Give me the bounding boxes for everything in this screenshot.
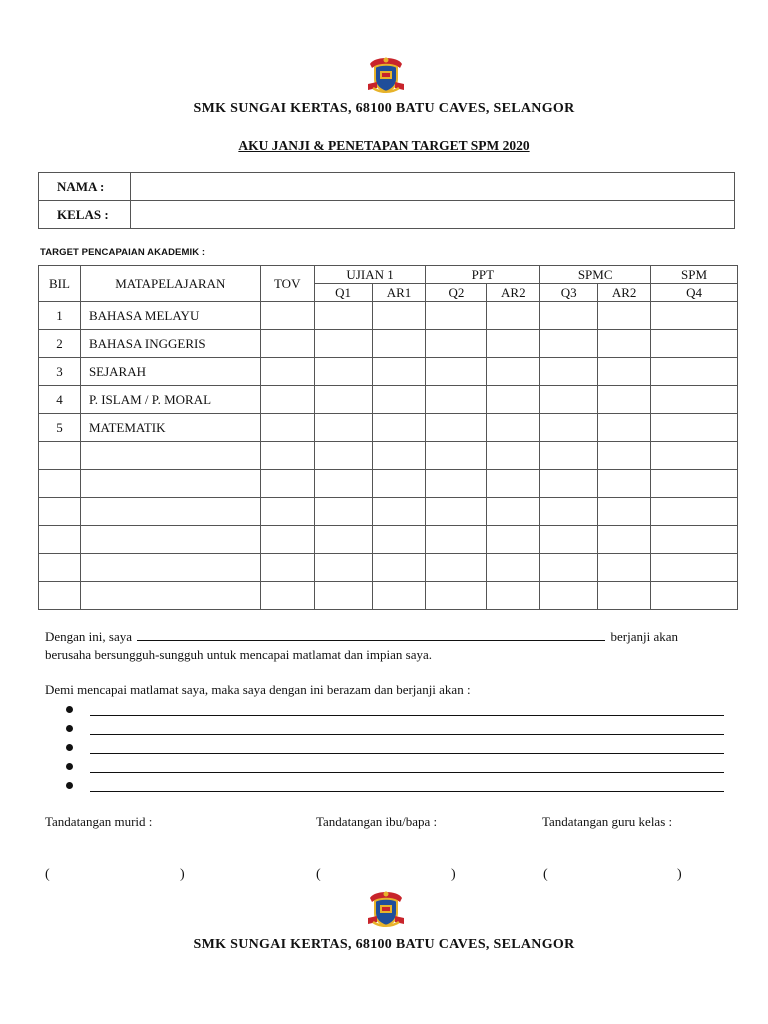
q3-cell[interactable] [540, 498, 598, 526]
bil-cell: 3 [39, 358, 81, 386]
tov-cell[interactable] [260, 470, 314, 498]
q4-cell[interactable] [651, 330, 738, 358]
target-table [38, 265, 738, 610]
school-address-header: SMK SUNGAI KERTAS, 68100 BATU CAVES, SELANGOR [193, 101, 575, 116]
subject-cell [80, 442, 260, 470]
ar1-cell[interactable] [372, 386, 426, 414]
q4-cell[interactable] [651, 442, 738, 470]
header-tov: TOV [260, 266, 314, 302]
q4-cell[interactable] [651, 414, 738, 442]
teacher-name-open-paren: ( [543, 867, 548, 882]
q4-cell[interactable] [651, 302, 738, 330]
header-spmc: SPMC [540, 266, 651, 284]
q4-cell[interactable] [651, 386, 738, 414]
header-sub-ar2-spmc: AR2 [598, 284, 651, 302]
ar2-spmc-cell[interactable] [598, 526, 651, 554]
commitment-blank-line[interactable] [90, 715, 724, 716]
ar2-spmc-cell[interactable] [598, 302, 651, 330]
q3-cell[interactable] [540, 414, 598, 442]
ar1-cell[interactable] [372, 554, 426, 582]
q1-cell[interactable] [314, 414, 372, 442]
q4-cell[interactable] [651, 498, 738, 526]
q3-cell[interactable] [540, 442, 598, 470]
q2-cell[interactable] [426, 414, 487, 442]
header-spm: SPM [651, 266, 738, 284]
student-name-open-paren: ( [45, 867, 50, 882]
bil-cell: 5 [39, 414, 81, 442]
q3-cell[interactable] [540, 554, 598, 582]
q3-cell[interactable] [540, 302, 598, 330]
q1-cell[interactable] [314, 386, 372, 414]
ar2-cell[interactable] [487, 582, 540, 610]
teacher-name-close-paren: ) [677, 867, 682, 882]
commitment-item[interactable] [66, 758, 726, 777]
subject-cell: P. ISLAM / P. MORAL [80, 386, 260, 414]
q1-cell[interactable] [314, 330, 372, 358]
q2-cell[interactable] [426, 302, 487, 330]
q4-cell[interactable] [651, 470, 738, 498]
class-field[interactable] [131, 201, 735, 229]
q4-cell[interactable] [651, 582, 738, 610]
school-address-footer: SMK SUNGAI KERTAS, 68100 BATU CAVES, SELANGOR [193, 937, 575, 952]
commitment-item[interactable] [66, 739, 726, 758]
ar2-spmc-cell[interactable] [598, 498, 651, 526]
school-crest-icon [364, 52, 408, 96]
table-row [39, 330, 738, 358]
tov-cell[interactable] [260, 302, 314, 330]
tov-cell[interactable] [260, 554, 314, 582]
tov-cell[interactable] [260, 414, 314, 442]
bil-cell: 2 [39, 330, 81, 358]
commitment-blank-line[interactable] [90, 734, 724, 735]
header-sub-ar1: AR1 [372, 284, 426, 302]
q1-cell[interactable] [314, 498, 372, 526]
subject-cell [80, 554, 260, 582]
q3-cell[interactable] [540, 358, 598, 386]
tov-cell[interactable] [260, 386, 314, 414]
ar2-cell[interactable] [487, 302, 540, 330]
commitment-item[interactable] [66, 720, 726, 739]
header-row-groups [39, 266, 738, 284]
ar2-cell[interactable] [487, 526, 540, 554]
subject-cell: MATEMATIK [80, 414, 260, 442]
ar2-cell[interactable] [487, 414, 540, 442]
student-signature-label: Tandatangan murid : [45, 814, 153, 829]
ar1-cell[interactable] [372, 414, 426, 442]
q2-cell[interactable] [426, 582, 487, 610]
tov-cell[interactable] [260, 498, 314, 526]
table-row [39, 442, 738, 470]
pledge-prefix: Dengan ini, saya [45, 629, 133, 644]
school-crest-icon [364, 886, 408, 930]
pledge-line-1 [45, 628, 678, 645]
q1-cell[interactable] [314, 526, 372, 554]
table-row [39, 582, 738, 610]
q3-cell[interactable] [540, 582, 598, 610]
q2-cell[interactable] [426, 330, 487, 358]
ar1-cell[interactable] [372, 358, 426, 386]
pledge-suffix: berjanji akan [610, 629, 679, 644]
pledge-line-2: berusaha bersungguh-sungguh untuk mencapai matlamat dan impian saya. [45, 647, 433, 662]
table-row [39, 386, 738, 414]
q1-cell[interactable] [314, 582, 372, 610]
bullet-icon [66, 782, 73, 789]
q2-cell[interactable] [426, 470, 487, 498]
table-row [39, 498, 738, 526]
commitment-blank-line[interactable] [90, 791, 724, 792]
ar2-cell[interactable] [487, 386, 540, 414]
bil-cell [39, 470, 81, 498]
student-info-box [38, 172, 735, 229]
q1-cell[interactable] [314, 442, 372, 470]
bullet-icon [66, 744, 73, 751]
pledge-name-blank[interactable] [137, 629, 605, 641]
q1-cell[interactable] [314, 554, 372, 582]
ar2-cell[interactable] [487, 470, 540, 498]
ar1-cell[interactable] [372, 470, 426, 498]
name-row [39, 173, 735, 201]
ar1-cell[interactable] [372, 330, 426, 358]
ar2-spmc-cell[interactable] [598, 414, 651, 442]
bil-cell [39, 442, 81, 470]
subject-cell [80, 582, 260, 610]
q2-cell[interactable] [426, 358, 487, 386]
parent-signature-label: Tandatangan ibu/bapa : [316, 814, 438, 829]
q2-cell[interactable] [426, 442, 487, 470]
ar2-cell[interactable] [487, 554, 540, 582]
bil-cell: 4 [39, 386, 81, 414]
header-bil: BIL [39, 266, 81, 302]
header-ppt: PPT [426, 266, 540, 284]
bil-cell [39, 498, 81, 526]
class-label: KELAS : [39, 201, 131, 229]
tov-cell[interactable] [260, 442, 314, 470]
bil-cell [39, 582, 81, 610]
student-name-close-paren: ) [180, 867, 185, 882]
subject-cell [80, 526, 260, 554]
commitment-intro: Demi mencapai matlamat saya, maka saya dengan ini berazam dan berjanji akan : [45, 682, 471, 697]
commitment-item[interactable] [66, 701, 726, 720]
teacher-signature-label: Tandatangan guru kelas : [542, 814, 673, 829]
bil-cell: 1 [39, 302, 81, 330]
bullet-icon [66, 725, 73, 732]
ar2-spmc-cell[interactable] [598, 470, 651, 498]
commitment-blank-line[interactable] [90, 753, 724, 754]
ar2-spmc-cell[interactable] [598, 554, 651, 582]
ar1-cell[interactable] [372, 442, 426, 470]
name-label: NAMA : [39, 173, 131, 201]
tov-cell[interactable] [260, 358, 314, 386]
q2-cell[interactable] [426, 526, 487, 554]
tov-cell[interactable] [260, 526, 314, 554]
table-row [39, 470, 738, 498]
ar2-cell[interactable] [487, 358, 540, 386]
table-row [39, 358, 738, 386]
q4-cell[interactable] [651, 554, 738, 582]
commitment-item[interactable] [66, 777, 726, 796]
q1-cell[interactable] [314, 358, 372, 386]
header-sub-q3: Q3 [540, 284, 598, 302]
bil-cell [39, 526, 81, 554]
subject-cell [80, 470, 260, 498]
bil-cell [39, 554, 81, 582]
parent-name-close-paren: ) [451, 867, 456, 882]
target-section-label: TARGET PENCAPAIAN AKADEMIK : [40, 247, 206, 258]
class-row [39, 201, 735, 229]
q3-cell[interactable] [540, 330, 598, 358]
header-subject: MATAPELAJARAN [80, 266, 260, 302]
ar1-cell[interactable] [372, 582, 426, 610]
header-ujian1: UJIAN 1 [314, 266, 426, 284]
subject-cell: SEJARAH [80, 358, 260, 386]
q2-cell[interactable] [426, 386, 487, 414]
q2-cell[interactable] [426, 554, 487, 582]
header-sub-q4: Q4 [651, 284, 738, 302]
ar2-cell[interactable] [487, 330, 540, 358]
ar2-spmc-cell[interactable] [598, 330, 651, 358]
tov-cell[interactable] [260, 582, 314, 610]
parent-name-open-paren: ( [316, 867, 321, 882]
table-row [39, 554, 738, 582]
name-field[interactable] [131, 173, 735, 201]
q4-cell[interactable] [651, 526, 738, 554]
bullet-icon [66, 706, 73, 713]
header-sub-q2: Q2 [426, 284, 487, 302]
ar2-cell[interactable] [487, 498, 540, 526]
ar2-spmc-cell[interactable] [598, 358, 651, 386]
subject-cell [80, 498, 260, 526]
tov-cell[interactable] [260, 330, 314, 358]
ar2-spmc-cell[interactable] [598, 442, 651, 470]
subject-cell: BAHASA MELAYU [80, 302, 260, 330]
q3-cell[interactable] [540, 386, 598, 414]
table-row [39, 414, 738, 442]
ar2-cell[interactable] [487, 442, 540, 470]
q3-cell[interactable] [540, 526, 598, 554]
q4-cell[interactable] [651, 358, 738, 386]
q1-cell[interactable] [314, 302, 372, 330]
q1-cell[interactable] [314, 470, 372, 498]
commitment-blank-line[interactable] [90, 772, 724, 773]
header-sub-ar2: AR2 [487, 284, 540, 302]
ar2-spmc-cell[interactable] [598, 582, 651, 610]
subject-cell: BAHASA INGGERIS [80, 330, 260, 358]
ar1-cell[interactable] [372, 526, 426, 554]
table-row [39, 302, 738, 330]
ar1-cell[interactable] [372, 302, 426, 330]
header-sub-q1: Q1 [314, 284, 372, 302]
q2-cell[interactable] [426, 498, 487, 526]
ar2-spmc-cell[interactable] [598, 386, 651, 414]
bullet-icon [66, 763, 73, 770]
q3-cell[interactable] [540, 470, 598, 498]
form-title: AKU JANJI & PENETAPAN TARGET SPM 2020 [238, 138, 530, 153]
ar1-cell[interactable] [372, 498, 426, 526]
target-table-body [39, 302, 738, 610]
table-row [39, 526, 738, 554]
